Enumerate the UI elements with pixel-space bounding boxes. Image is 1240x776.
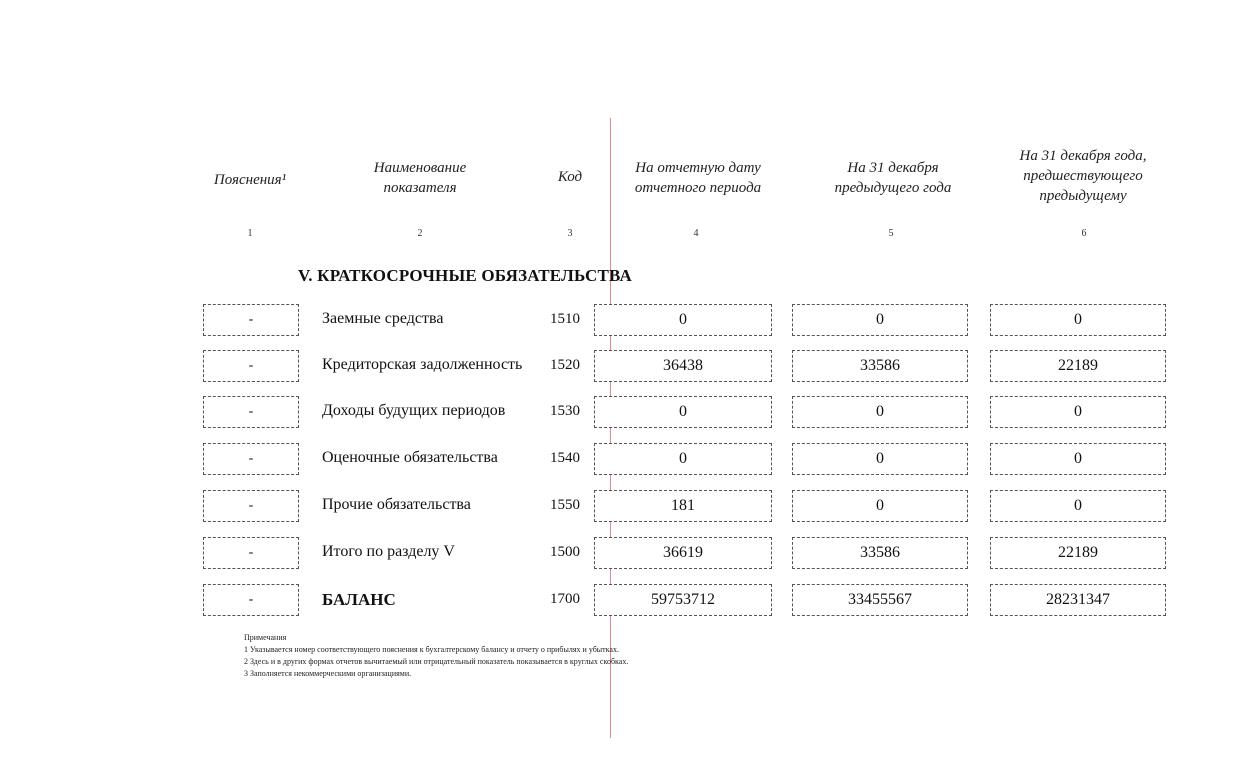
note-field[interactable]: -	[203, 396, 299, 428]
value-year-before-previous[interactable]: 0	[990, 396, 1166, 428]
header-col-explanations	[200, 170, 300, 190]
table-row	[0, 304, 1240, 338]
table-row	[0, 537, 1240, 571]
indicator-code: 1500	[550, 544, 580, 560]
table-row	[0, 396, 1240, 430]
value-reporting-date[interactable]: 0	[594, 443, 772, 475]
value-reporting-date[interactable]: 181	[594, 490, 772, 522]
table-row-balance	[0, 584, 1240, 618]
value-reporting-date[interactable]: 59753712	[594, 584, 772, 616]
header-col-code	[548, 167, 592, 187]
indicator-code: 1550	[550, 497, 580, 513]
value-previous-year[interactable]: 33455567	[792, 584, 968, 616]
header-col-year-before-previous	[995, 146, 1171, 206]
section-title: V. КРАТКОСРОЧНЫЕ ОБЯЗАТЕЛЬСТВА	[298, 266, 632, 285]
footnotes-title: Примечания	[244, 633, 287, 642]
note-field[interactable]: -	[203, 537, 299, 569]
column-number-3: 3	[567, 228, 573, 239]
note-field[interactable]: -	[203, 490, 299, 522]
indicator-name: Итого по разделу V	[322, 543, 455, 560]
note-field[interactable]: -	[203, 350, 299, 382]
column-number-5: 5	[888, 228, 894, 239]
footnotes	[244, 632, 628, 680]
indicator-code: 1700	[550, 591, 580, 607]
value-previous-year[interactable]: 33586	[792, 350, 968, 382]
header-col2-line1: Наименование	[373, 160, 467, 176]
header-col4-line2: отчетного периода	[634, 180, 762, 196]
value-reporting-date[interactable]: 36438	[594, 350, 772, 382]
note-field[interactable]: -	[203, 304, 299, 336]
header-col6-line3: предыдущему	[1039, 188, 1127, 204]
header-col6-line2: предшествующего	[1023, 168, 1143, 184]
footnote-3: 3 Заполняется некоммерческими организациями.	[244, 669, 412, 678]
value-year-before-previous[interactable]: 0	[990, 304, 1166, 336]
column-number-6: 6	[1081, 228, 1087, 239]
note-field[interactable]: -	[203, 443, 299, 475]
value-year-before-previous[interactable]: 22189	[990, 537, 1166, 569]
footnote-2: 2 Здесь и в других формах отчетов вычитаемый или отрицательный показатель показывается в круглых скобках.	[244, 657, 629, 666]
value-reporting-date[interactable]: 0	[594, 396, 772, 428]
indicator-name: Кредиторская задолженность	[322, 356, 523, 373]
indicator-code: 1540	[550, 450, 580, 466]
indicator-code: 1530	[550, 403, 580, 419]
indicator-code: 1520	[550, 357, 580, 373]
indicator-name: Доходы будущих периодов	[322, 402, 506, 419]
table-row	[0, 350, 1240, 384]
header-col6-line1: На 31 декабря года,	[1019, 148, 1147, 164]
header-col3-text: Код	[557, 169, 583, 185]
header-col4-line1: На отчетную дату	[635, 160, 761, 176]
header-col-indicator-name	[340, 158, 500, 198]
value-previous-year[interactable]: 33586	[792, 537, 968, 569]
value-previous-year[interactable]: 0	[792, 443, 968, 475]
footnote-1: 1 Указывается номер соответствующего пояснения к бухгалтерскому балансу и отчету о прибылях и убытках.	[244, 645, 619, 654]
column-number-1: 1	[247, 228, 253, 239]
value-year-before-previous[interactable]: 28231347	[990, 584, 1166, 616]
value-reporting-date[interactable]: 0	[594, 304, 772, 336]
indicator-code: 1510	[550, 311, 580, 327]
value-year-before-previous[interactable]: 22189	[990, 350, 1166, 382]
indicator-name: Прочие обязательства	[322, 496, 471, 513]
header-col-previous-year	[805, 158, 981, 198]
indicator-name: БАЛАНС	[322, 590, 396, 609]
header-col5-line2: предыдущего года	[834, 180, 952, 196]
table-row	[0, 490, 1240, 524]
value-reporting-date[interactable]: 36619	[594, 537, 772, 569]
note-field[interactable]: -	[203, 584, 299, 616]
indicator-name: Оценочные обязательства	[322, 449, 498, 466]
column-number-4: 4	[693, 228, 699, 239]
value-year-before-previous[interactable]: 0	[990, 490, 1166, 522]
header-col1-text: Пояснения¹	[213, 172, 287, 188]
value-previous-year[interactable]: 0	[792, 490, 968, 522]
column-number-2: 2	[417, 228, 423, 239]
table-row	[0, 443, 1240, 477]
header-col2-line2: показателя	[383, 180, 457, 196]
value-previous-year[interactable]: 0	[792, 304, 968, 336]
header-col-reporting-date	[610, 158, 786, 198]
indicator-name: Заемные средства	[322, 310, 444, 327]
value-year-before-previous[interactable]: 0	[990, 443, 1166, 475]
value-previous-year[interactable]: 0	[792, 396, 968, 428]
header-col5-line1: На 31 декабря	[847, 160, 939, 176]
